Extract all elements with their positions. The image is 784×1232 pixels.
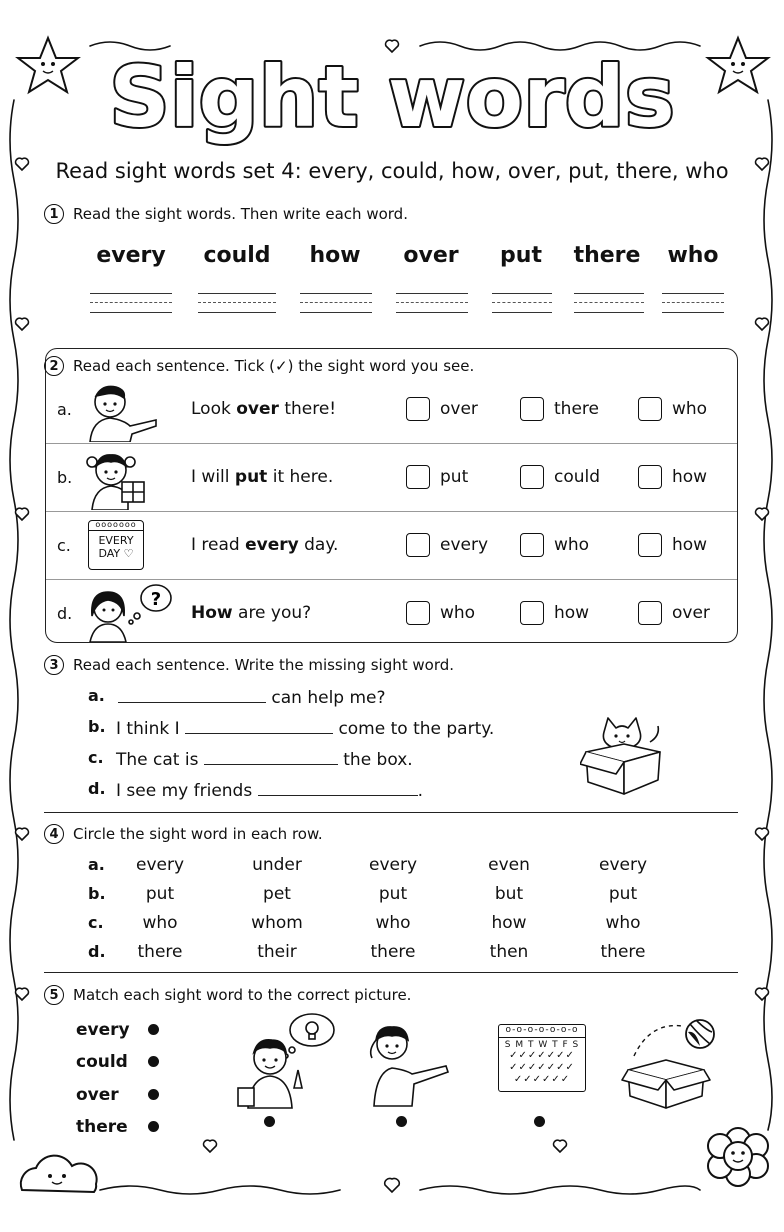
section-number: 4 — [44, 824, 64, 844]
word-choice[interactable]: who — [605, 913, 641, 933]
fill-sentence: The cat is the box. — [116, 750, 413, 770]
calendar-picture: ooooooo EVERY DAY ♡ — [88, 520, 144, 570]
row-letter: c. — [88, 913, 104, 932]
checkbox[interactable] — [406, 533, 430, 557]
match-dot[interactable] — [148, 1024, 159, 1035]
sight-word: over — [403, 243, 459, 268]
row-letter: b. — [57, 468, 73, 487]
checkbox[interactable] — [406, 465, 430, 489]
weekly-calendar-picture: o-o-o-o-o-o-o S M T W T F S ✓✓✓✓✓✓✓ ✓✓✓✓✓✓✓ ✓✓✓✓✓✓ — [498, 1024, 586, 1092]
word-choice[interactable]: whom — [251, 913, 303, 933]
match-word: over — [76, 1085, 119, 1105]
section-number: 1 — [44, 204, 64, 224]
girl-with-gift-picture — [82, 448, 162, 510]
checkbox[interactable] — [406, 601, 430, 625]
fill-sentence: I see my friends . — [116, 781, 424, 801]
word-choice[interactable]: there — [370, 942, 416, 962]
flower-icon — [708, 1128, 768, 1186]
tick-option[interactable]: every — [406, 533, 488, 557]
writing-line[interactable] — [300, 293, 372, 309]
word-choice[interactable]: then — [489, 942, 529, 962]
calendar-text: DAY ♡ — [98, 547, 134, 560]
word-choice[interactable]: there — [600, 942, 646, 962]
cat-in-box-picture — [580, 712, 672, 796]
word-choice[interactable]: there — [137, 942, 183, 962]
tick-option[interactable]: could — [520, 465, 600, 489]
ball-over-box-picture — [620, 1016, 720, 1110]
section-1-heading — [44, 204, 408, 224]
tick-option[interactable]: put — [406, 465, 468, 489]
word-choice[interactable]: put — [608, 884, 638, 904]
answer-blank[interactable] — [185, 717, 333, 734]
checkbox[interactable] — [638, 397, 662, 421]
word-choice[interactable]: how — [491, 913, 527, 933]
row-letter: d. — [88, 942, 106, 961]
word-choice[interactable]: put — [378, 884, 408, 904]
match-word: could — [76, 1052, 128, 1072]
answer-blank[interactable] — [204, 748, 338, 765]
writing-line[interactable] — [662, 293, 724, 309]
word-choice[interactable]: but — [494, 884, 524, 904]
row-letter: a. — [88, 686, 105, 705]
tick-option[interactable]: who — [406, 601, 475, 625]
row-letter: d. — [57, 604, 73, 623]
match-dot[interactable] — [534, 1116, 545, 1127]
section-4-heading — [44, 824, 323, 844]
match-dot[interactable] — [396, 1116, 407, 1127]
sight-word: every — [96, 243, 166, 268]
checkbox[interactable] — [520, 397, 544, 421]
tick-option[interactable]: how — [520, 601, 589, 625]
row-letter: a. — [88, 855, 105, 874]
word-choice[interactable]: even — [488, 855, 530, 875]
section-instruction: Match each sight word to the correct picture. — [73, 986, 412, 1004]
row-letter: a. — [57, 400, 72, 419]
writing-line[interactable] — [492, 293, 552, 309]
writing-line[interactable] — [396, 293, 468, 309]
word-choice[interactable]: pet — [263, 884, 291, 904]
tick-option[interactable]: who — [638, 397, 707, 421]
word-choice[interactable]: put — [145, 884, 175, 904]
subtitle: Read sight words set 4: every, could, how, over, put, there, who — [55, 159, 729, 183]
check-marks: ✓✓✓✓✓✓✓ ✓✓✓✓✓✓✓ ✓✓✓✓✓✓ — [509, 1050, 575, 1085]
row-letter: d. — [88, 779, 106, 798]
row-letter: b. — [88, 717, 106, 736]
section-3-heading — [44, 655, 454, 675]
row-letter: c. — [88, 748, 104, 767]
checkbox[interactable] — [638, 601, 662, 625]
tick-row — [46, 444, 737, 512]
match-word: every — [76, 1020, 130, 1040]
calendar-text: EVERY — [98, 534, 134, 547]
tick-option[interactable]: who — [520, 533, 589, 557]
sight-word: put — [500, 243, 542, 268]
checkbox[interactable] — [638, 465, 662, 489]
match-dot[interactable] — [148, 1056, 159, 1067]
page-title — [0, 40, 784, 150]
cloud-icon — [21, 1156, 97, 1192]
fill-sentence: can help me? — [118, 686, 386, 708]
sentence: I read every day. — [191, 535, 339, 555]
tick-row — [46, 512, 737, 580]
section-number: 2 — [44, 356, 64, 376]
word-choice[interactable]: every — [135, 855, 185, 875]
sentence: Look over there! — [191, 399, 337, 419]
section-number: 5 — [44, 985, 64, 1005]
match-dot[interactable] — [148, 1089, 159, 1100]
sight-word: who — [667, 243, 719, 268]
section-instruction: Read each sentence. Tick (✓) the sight word you see. — [73, 357, 475, 375]
writing-line[interactable] — [574, 293, 644, 309]
section-instruction: Read each sentence. Write the missing sight word. — [73, 656, 455, 674]
section-2-heading — [44, 356, 474, 376]
match-word: there — [76, 1117, 128, 1137]
row-letter: b. — [88, 884, 106, 903]
section-divider — [44, 972, 738, 973]
tick-option[interactable]: how — [638, 465, 707, 489]
tick-option[interactable]: there — [520, 397, 599, 421]
tick-row — [46, 580, 737, 642]
calendar-days: S M T W T F S — [504, 1040, 580, 1050]
boy-pointing-picture — [82, 380, 162, 442]
checkbox[interactable] — [520, 465, 544, 489]
checkbox[interactable] — [520, 601, 544, 625]
writing-line[interactable] — [198, 293, 276, 309]
word-choice[interactable]: who — [142, 913, 178, 933]
section-divider — [44, 812, 738, 813]
sight-word: there — [573, 243, 641, 268]
section-instruction: Read the sight words. Then write each word. — [73, 205, 408, 223]
sentence: I will put it here. — [191, 467, 334, 487]
section-number: 3 — [44, 655, 64, 675]
tick-row — [46, 376, 737, 444]
word-choice[interactable]: under — [252, 855, 302, 875]
sight-word: could — [203, 243, 271, 268]
sight-word: how — [309, 243, 361, 268]
row-letter: c. — [57, 536, 71, 555]
section-5-heading — [44, 985, 411, 1005]
word-choice[interactable]: who — [375, 913, 411, 933]
match-dot[interactable] — [264, 1116, 275, 1127]
checkbox[interactable] — [638, 533, 662, 557]
girl-pointing-picture — [362, 1018, 454, 1108]
word-choice[interactable]: every — [598, 855, 648, 875]
word-choice[interactable]: their — [257, 942, 297, 962]
tick-option[interactable]: over — [406, 397, 478, 421]
tick-option[interactable]: over — [638, 601, 710, 625]
fill-sentence: I think I come to the party. — [116, 719, 495, 739]
word-choice[interactable]: every — [368, 855, 418, 875]
checkbox[interactable] — [520, 533, 544, 557]
question-mark-text: ? — [150, 589, 162, 610]
answer-blank[interactable] — [118, 686, 266, 703]
girl-thinking-picture — [82, 582, 172, 642]
title-text: Sight words — [109, 48, 675, 146]
boy-idea-picture — [236, 1010, 340, 1110]
answer-blank[interactable] — [258, 779, 418, 796]
checkbox[interactable] — [406, 397, 430, 421]
tick-option[interactable]: how — [638, 533, 707, 557]
sentence: How are you? — [191, 603, 312, 623]
section-instruction: Circle the sight word in each row. — [73, 825, 323, 843]
match-dot[interactable] — [148, 1121, 159, 1132]
writing-line[interactable] — [90, 293, 172, 309]
